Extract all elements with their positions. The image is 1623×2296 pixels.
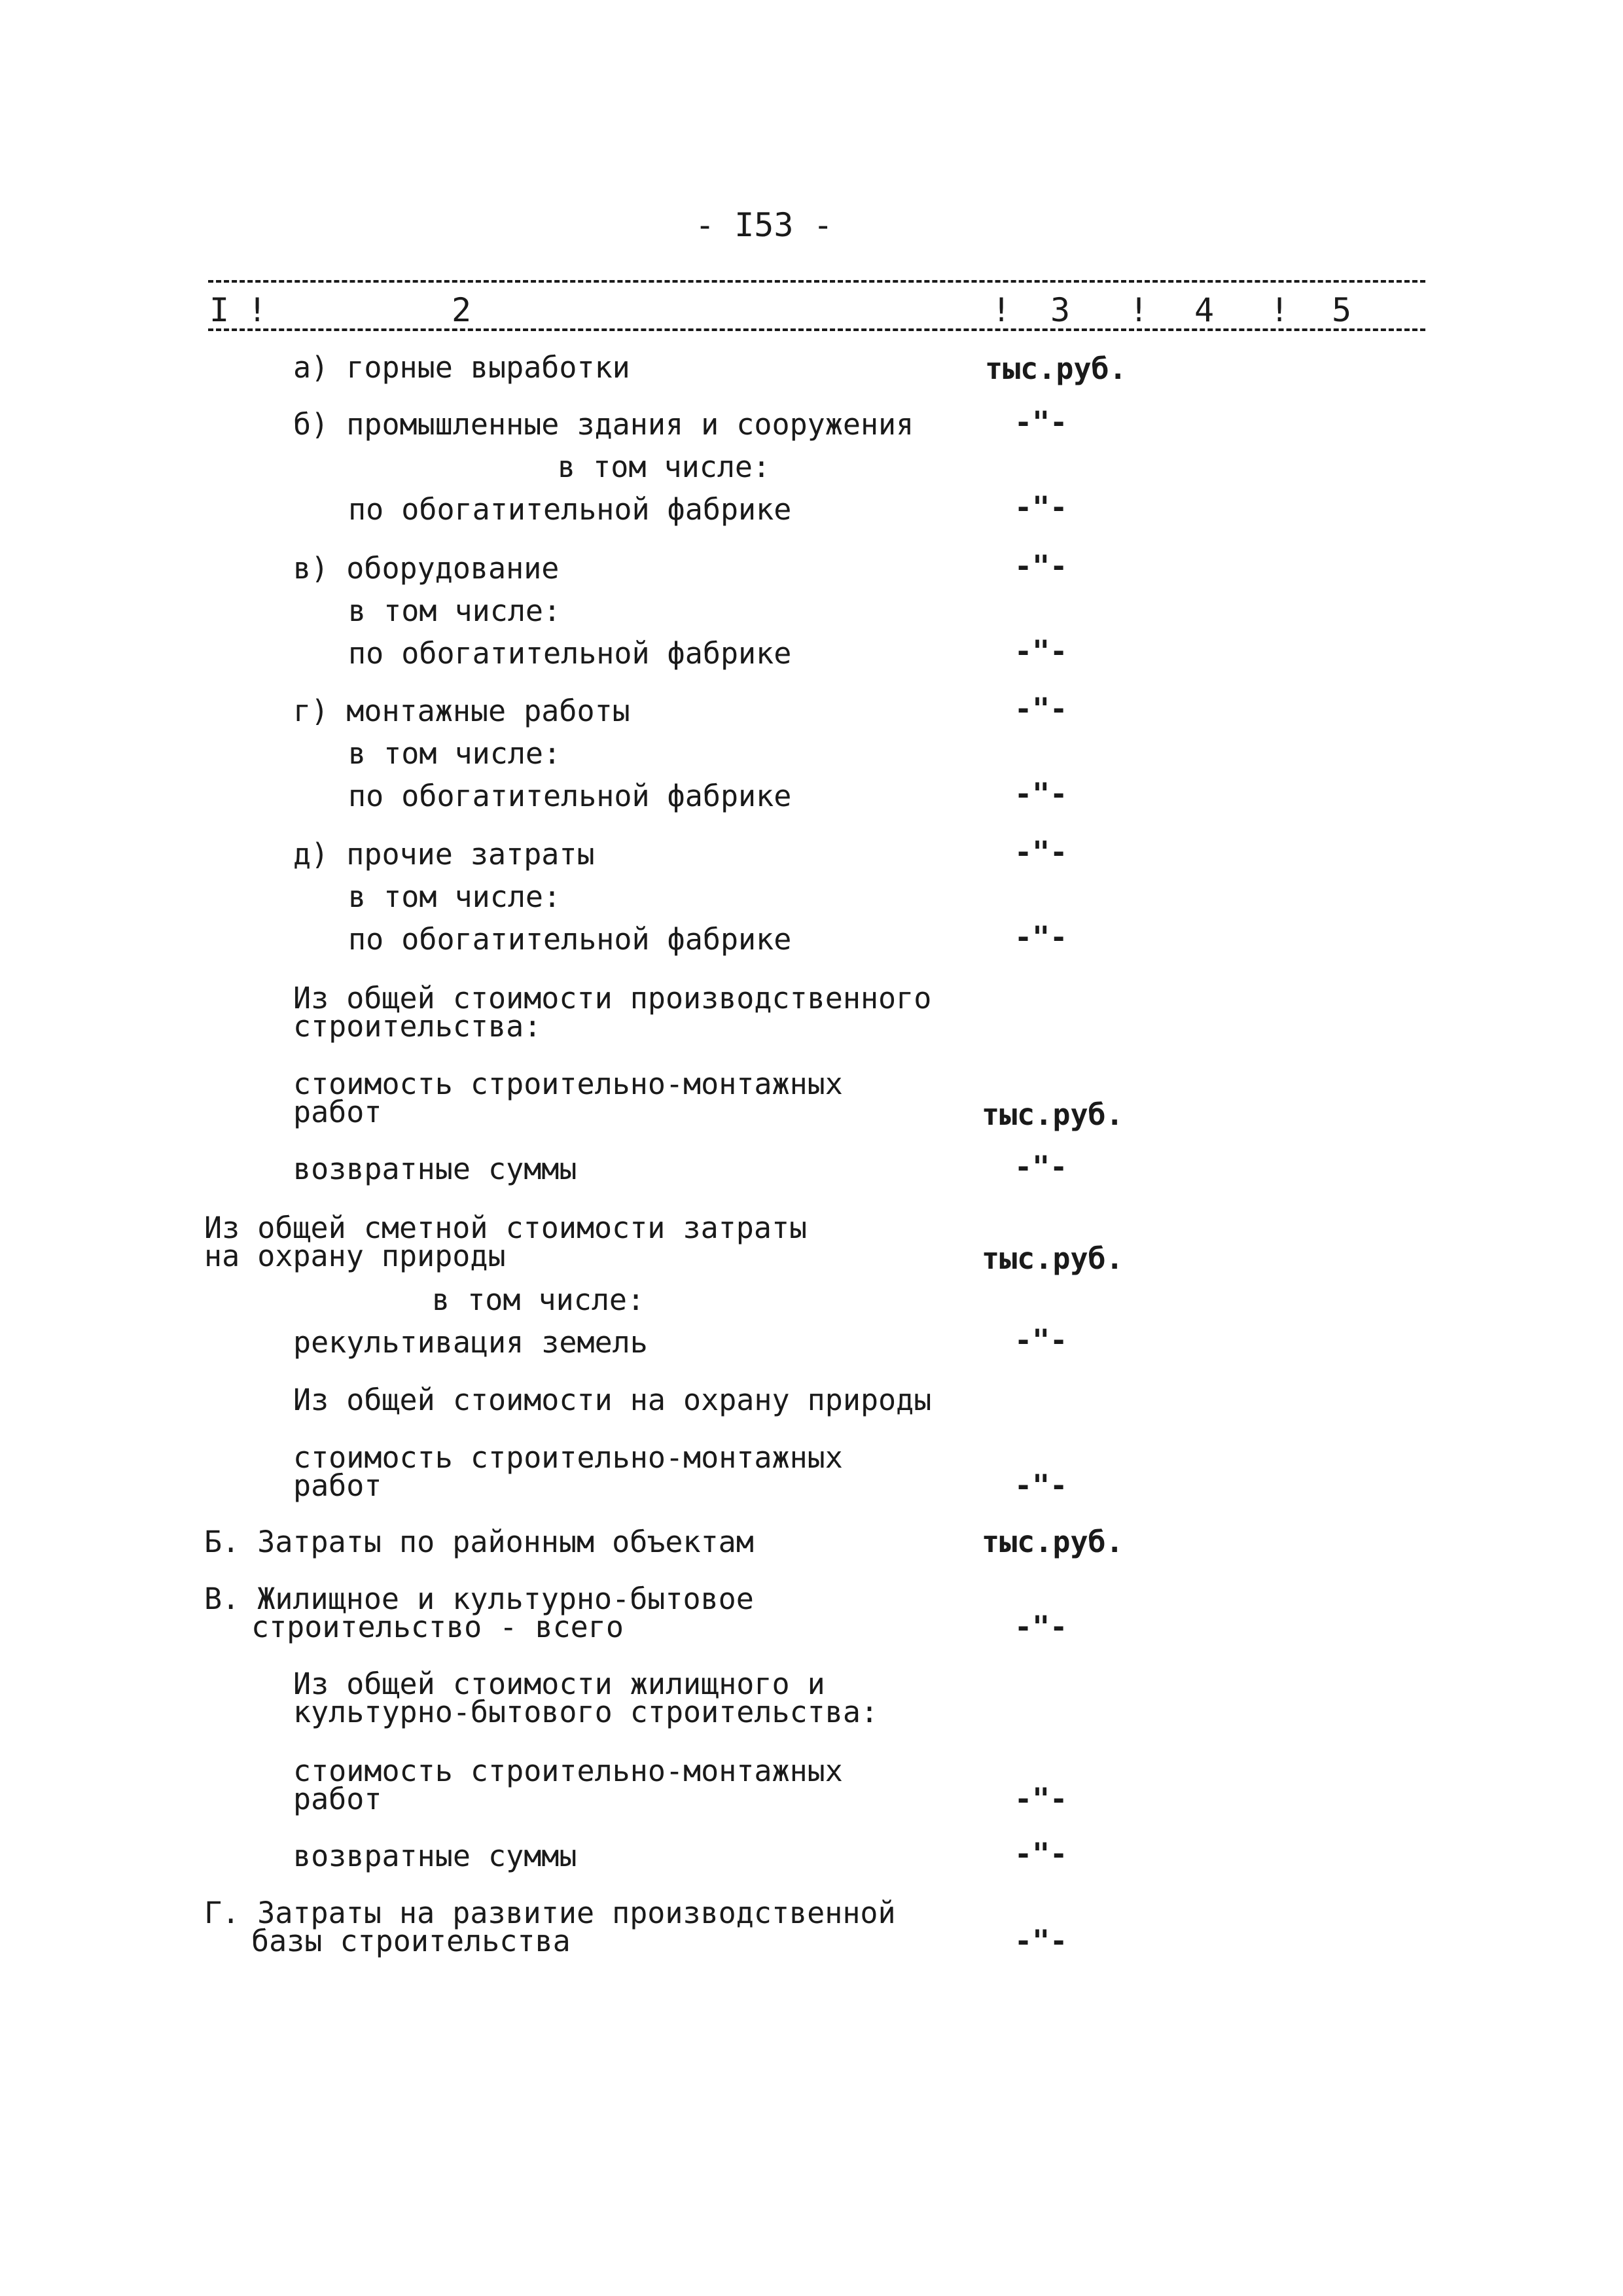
row-text: рекультивация земель	[293, 1325, 648, 1360]
row-unit: -"-	[1014, 1924, 1068, 1958]
row-text: строительство - всего	[251, 1610, 624, 1644]
row-text: г) монтажные работы	[293, 694, 630, 728]
row-text: на охрану природы	[204, 1239, 506, 1273]
row-unit: -"-	[1014, 1782, 1068, 1816]
header-bottom-rule	[208, 328, 1425, 331]
row-text: в) оборудование	[293, 551, 560, 586]
row-text: по обогатительной фабрике	[348, 636, 792, 671]
row-text: стоимость строительно-монтажных	[293, 1754, 843, 1788]
row-text: Из общей стоимости на охрану природы	[293, 1383, 932, 1417]
row-unit: -"-	[1014, 1150, 1068, 1184]
row-text: работ	[293, 1095, 382, 1129]
row-text: В. Жилищное и культурно-бытовое	[204, 1581, 754, 1616]
row-text: стоимость строительно-монтажных	[293, 1440, 843, 1475]
row-unit: -"-	[1014, 1323, 1068, 1358]
row-text: Б. Затраты по районным объектам	[204, 1525, 754, 1559]
row-unit: тыс.руб.	[982, 1525, 1124, 1559]
row-unit: -"-	[1014, 1468, 1068, 1503]
row-unit: тыс.руб.	[982, 1097, 1124, 1132]
row-text: строительства:	[293, 1009, 542, 1044]
row-text: возвратные суммы	[293, 1839, 577, 1873]
col-3-header: 3	[1050, 291, 1071, 329]
row-text: в том числе:	[348, 593, 562, 628]
col-sep-3: !	[1129, 291, 1149, 329]
col-5-header: 5	[1332, 291, 1352, 329]
row-text: б) промышленные здания и сооружения	[293, 407, 914, 442]
row-unit: -"-	[1014, 1837, 1068, 1871]
row-unit: -"-	[1014, 777, 1068, 811]
row-unit: -"-	[1014, 549, 1068, 584]
row-text: работ	[293, 1468, 382, 1503]
row-unit: -"-	[1014, 920, 1068, 955]
row-text: Из общей стоимости жилищного и	[293, 1667, 825, 1701]
row-text: базы строительства	[251, 1924, 571, 1958]
row-unit: тыс.руб.	[985, 351, 1127, 386]
row-text: д) прочие затраты	[293, 837, 595, 872]
row-text: стоимость строительно-монтажных	[293, 1067, 843, 1101]
row-text: по обогатительной фабрике	[348, 922, 792, 957]
row-text: в том числе:	[558, 450, 771, 484]
col-sep-4: !	[1270, 291, 1290, 329]
row-unit: -"-	[1014, 405, 1068, 440]
row-text: работ	[293, 1782, 382, 1816]
row-text: в том числе:	[432, 1282, 645, 1317]
row-unit: -"-	[1014, 835, 1068, 870]
row-text: по обогатительной фабрике	[348, 492, 792, 527]
row-text: Из общей сметной стоимости затраты	[204, 1210, 808, 1245]
row-text: а) горные выработки	[293, 350, 630, 385]
row-unit: тыс.руб.	[982, 1241, 1124, 1276]
col-4-header: 4	[1194, 291, 1215, 329]
header-top-rule	[208, 280, 1425, 283]
row-unit: -"-	[1014, 634, 1068, 669]
page-number: - I53 -	[695, 206, 833, 244]
row-unit: -"-	[1014, 1610, 1068, 1644]
row-text: в том числе:	[348, 879, 562, 914]
row-text: Из общей стоимости производственного	[293, 981, 932, 1016]
col-sep-2: !	[991, 291, 1012, 329]
row-text: Г. Затраты на развитие производственной	[204, 1896, 896, 1930]
col-2-header: 2	[452, 291, 472, 329]
col-1-header: I	[209, 291, 230, 329]
row-text: по обогатительной фабрике	[348, 779, 792, 813]
row-text: в том числе:	[348, 736, 562, 771]
row-unit: -"-	[1014, 692, 1068, 726]
col-sep-1: !	[247, 291, 268, 329]
row-text: возвратные суммы	[293, 1152, 577, 1186]
row-text: культурно-бытового строительства:	[293, 1695, 879, 1729]
row-unit: -"-	[1014, 490, 1068, 525]
